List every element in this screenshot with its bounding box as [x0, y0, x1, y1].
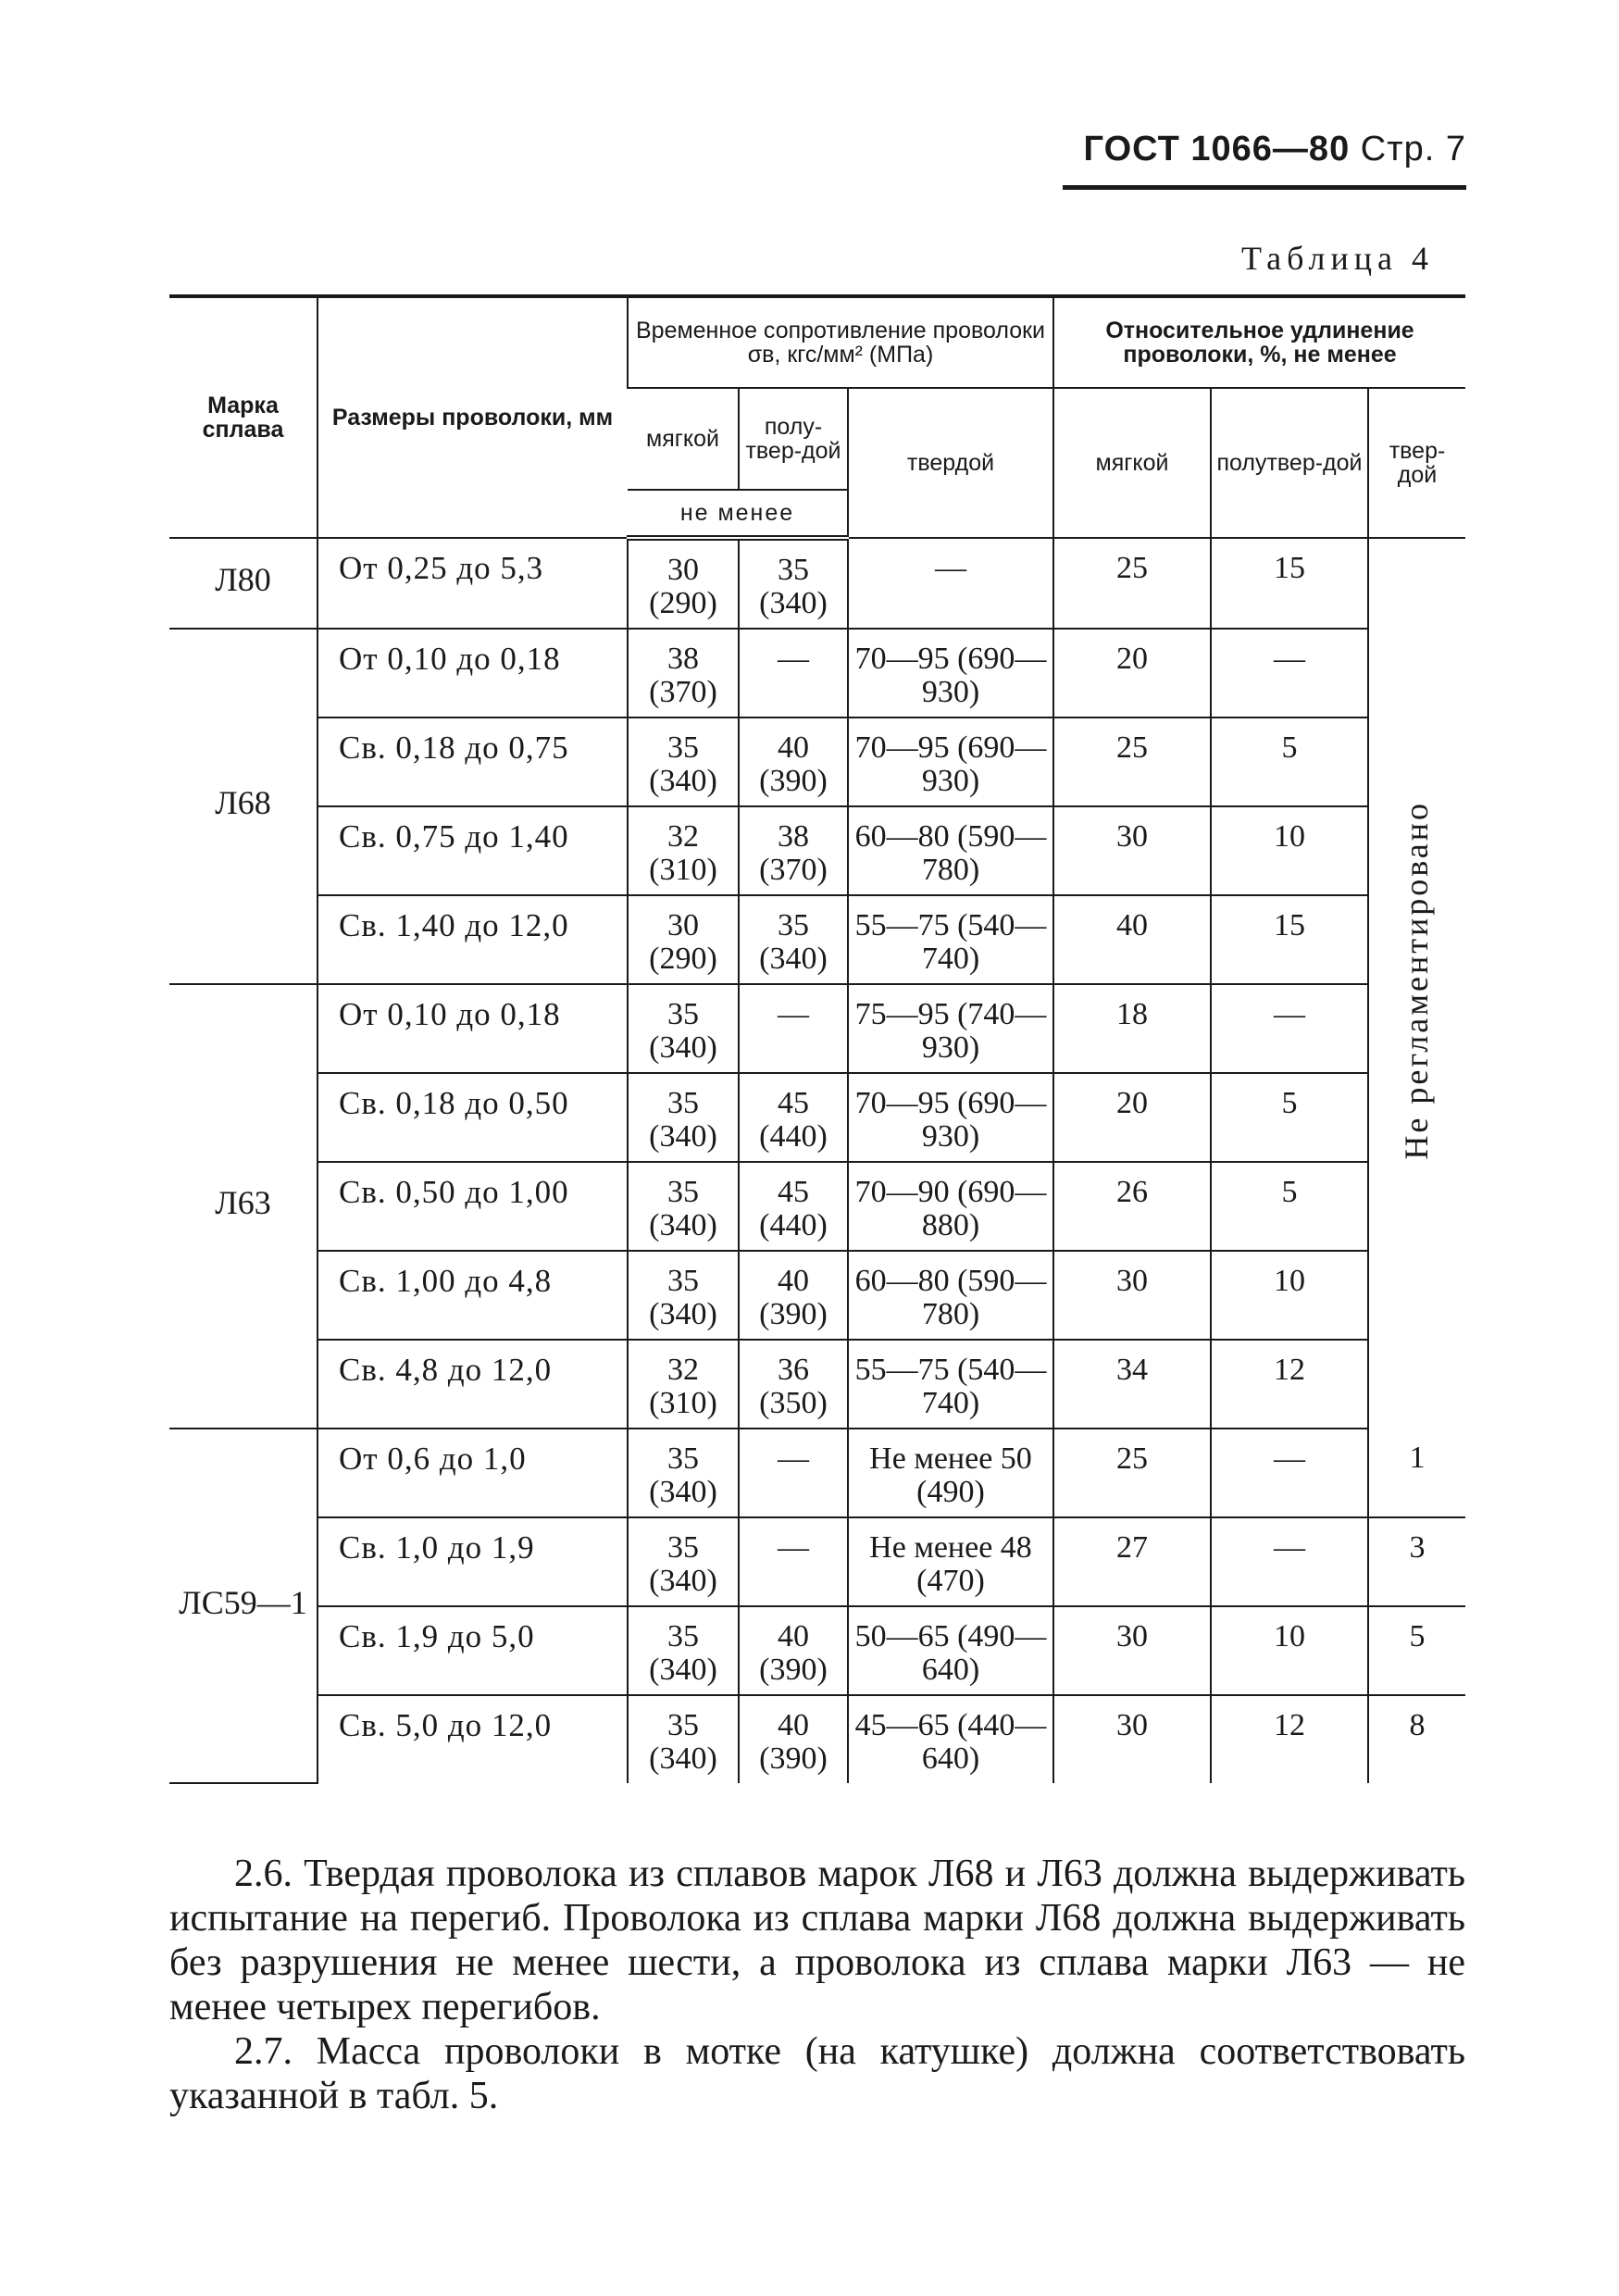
col-tensile-soft: мягкой: [628, 388, 739, 490]
header-rule: [1063, 185, 1466, 190]
not-regulated-text: Не регламентировано: [1398, 800, 1436, 1160]
table-row: [169, 1340, 1465, 1429]
elong-soft-cell: 25: [1053, 1429, 1211, 1517]
elong-soft-cell: 18: [1053, 984, 1211, 1073]
hard-cell: 60—80 (590—780): [848, 1251, 1053, 1340]
page-header: [1084, 130, 1466, 169]
body-text: [169, 1852, 1465, 2118]
soft-cell: 35 (340): [628, 1517, 739, 1606]
col-elongation-group: Относительное удлинение проволоки, %, не менее: [1053, 296, 1465, 388]
hard-cell: 75—95 (740—930): [848, 984, 1053, 1073]
elong-semi-cell: —: [1211, 1517, 1368, 1606]
soft-cell: 32 (310): [628, 1340, 739, 1429]
table-caption: Таблица 4: [1241, 240, 1434, 277]
hard-cell: 70—95 (690—930): [848, 629, 1053, 718]
table-row: [169, 718, 1465, 806]
elong-soft-cell: 25: [1053, 718, 1211, 806]
hard-cell: 55—75 (540—740): [848, 895, 1053, 984]
table-row: [169, 1695, 1465, 1783]
elong-hard-cell: 3: [1368, 1517, 1465, 1606]
table-row: [169, 1073, 1465, 1162]
elong-semi-cell: 12: [1211, 1340, 1368, 1429]
size-cell: Св. 1,40 до 12,0: [318, 895, 628, 984]
hard-cell: 60—80 (590—780): [848, 806, 1053, 895]
table-row: [169, 629, 1465, 718]
table-row: [169, 806, 1465, 895]
elong-soft-cell: 40: [1053, 895, 1211, 984]
semi-cell: 40 (390): [739, 718, 848, 806]
semi-cell: 35 (340): [739, 895, 848, 984]
elong-soft-cell: 20: [1053, 1073, 1211, 1162]
soft-cell: 35 (340): [628, 984, 739, 1073]
soft-cell: 35 (340): [628, 1606, 739, 1695]
soft-cell: 38 (370): [628, 629, 739, 718]
size-cell: От 0,6 до 1,0: [318, 1429, 628, 1517]
soft-cell: 35 (340): [628, 1251, 739, 1340]
hard-cell: 45—65 (440—640): [848, 1695, 1053, 1783]
elong-semi-cell: 5: [1211, 1162, 1368, 1251]
size-cell: Св. 5,0 до 12,0: [318, 1695, 628, 1783]
table-row: [169, 895, 1465, 984]
hard-cell: 50—65 (490—640): [848, 1606, 1053, 1695]
paragraph-2-6: 2.6. Твердая проволока из сплавов марок Л68 и Л63 должна выдерживать испытание на перегиб. Проволока из сплава марки Л68 должна выдерживать без разрушения не менее шести, а проволока из сплава марки Л63 — не менее четырех перегибов.: [169, 1853, 1465, 2028]
col-tensile-group: Временное сопротивление проволоки σв, кгс/мм² (МПа): [628, 296, 1053, 388]
col-tensile-semi-hard: полу-твер-дой: [739, 388, 848, 490]
table-row: [169, 538, 1465, 629]
soft-cell: 35 (340): [628, 1695, 739, 1783]
col-elong-semi-hard: полутвер-дой: [1211, 388, 1368, 538]
elong-semi-cell: 10: [1211, 1606, 1368, 1695]
size-cell: Св. 0,75 до 1,40: [318, 806, 628, 895]
elong-soft-cell: 27: [1053, 1517, 1211, 1606]
page-number: Стр. 7: [1360, 130, 1466, 168]
size-cell: Св. 0,50 до 1,00: [318, 1162, 628, 1251]
grade-cell: Л80: [169, 538, 318, 629]
semi-cell: —: [739, 1429, 848, 1517]
elong-semi-cell: 10: [1211, 806, 1368, 895]
soft-cell: 35 (340): [628, 1162, 739, 1251]
hard-cell: 70—90 (690—880): [848, 1162, 1053, 1251]
size-cell: От 0,10 до 0,18: [318, 629, 628, 718]
semi-cell: 35 (340): [739, 538, 848, 629]
semi-cell: 38 (370): [739, 806, 848, 895]
table-row: [169, 1606, 1465, 1695]
table-row: [169, 1162, 1465, 1251]
semi-cell: —: [739, 984, 848, 1073]
semi-cell: 45 (440): [739, 1073, 848, 1162]
elong-soft-cell: 25: [1053, 538, 1211, 629]
size-cell: Св. 0,18 до 0,50: [318, 1073, 628, 1162]
standard-number: ГОСТ 1066—80: [1083, 130, 1351, 168]
table-row: [169, 984, 1465, 1073]
elong-soft-cell: 30: [1053, 1251, 1211, 1340]
elong-soft-cell: 34: [1053, 1340, 1211, 1429]
elong-soft-cell: 30: [1053, 806, 1211, 895]
size-cell: От 0,25 до 5,3: [318, 538, 628, 629]
elong-semi-cell: 12: [1211, 1695, 1368, 1783]
hard-cell: Не менее 50 (490): [848, 1429, 1053, 1517]
soft-cell: 35 (340): [628, 1429, 739, 1517]
elong-semi-cell: —: [1211, 984, 1368, 1073]
elong-semi-cell: 10: [1211, 1251, 1368, 1340]
grade-cell: Л68: [169, 629, 318, 984]
elong-hard-cell: 1: [1368, 1429, 1465, 1517]
semi-cell: 40 (390): [739, 1251, 848, 1340]
semi-cell: —: [739, 629, 848, 718]
col-elong-hard: твер-дой: [1368, 388, 1465, 538]
size-cell: От 0,10 до 0,18: [318, 984, 628, 1073]
semi-cell: 45 (440): [739, 1162, 848, 1251]
table-row: [169, 1517, 1465, 1606]
elong-hard-cell: 5: [1368, 1606, 1465, 1695]
hard-cell: 70—95 (690—930): [848, 718, 1053, 806]
table-row: [169, 1251, 1465, 1340]
col-size: Размеры проволоки, мм: [318, 296, 628, 538]
elong-semi-cell: 15: [1211, 538, 1368, 629]
size-cell: Св. 1,0 до 1,9: [318, 1517, 628, 1606]
hard-cell: —: [848, 538, 1053, 629]
soft-cell: 32 (310): [628, 806, 739, 895]
semi-cell: —: [739, 1517, 848, 1606]
col-grade: Марка сплава: [169, 296, 318, 538]
elong-semi-cell: —: [1211, 629, 1368, 718]
col-tensile-hard: твердой: [848, 388, 1053, 538]
table-row: [169, 1429, 1465, 1517]
soft-cell: 35 (340): [628, 1073, 739, 1162]
elong-soft-cell: 30: [1053, 1606, 1211, 1695]
elong-soft-cell: 26: [1053, 1162, 1211, 1251]
elong-semi-cell: 15: [1211, 895, 1368, 984]
elong-soft-cell: 20: [1053, 629, 1211, 718]
elong-hard-cell: 8: [1368, 1695, 1465, 1783]
hard-cell: Не менее 48 (470): [848, 1517, 1053, 1606]
col-elong-soft: мягкой: [1053, 388, 1211, 538]
elong-semi-cell: —: [1211, 1429, 1368, 1517]
soft-cell: 30 (290): [628, 895, 739, 984]
not-regulated-cell: [1368, 538, 1465, 1429]
hard-cell: 70—95 (690—930): [848, 1073, 1053, 1162]
elong-semi-cell: 5: [1211, 718, 1368, 806]
size-cell: Св. 0,18 до 0,75: [318, 718, 628, 806]
size-cell: Св. 4,8 до 12,0: [318, 1340, 628, 1429]
semi-cell: 36 (350): [739, 1340, 848, 1429]
alloy-properties-table: [169, 294, 1465, 1784]
semi-cell: 40 (390): [739, 1695, 848, 1783]
elong-semi-cell: 5: [1211, 1073, 1368, 1162]
size-cell: Св. 1,9 до 5,0: [318, 1606, 628, 1695]
grade-cell: ЛС59—1: [169, 1429, 318, 1783]
col-not-less: не менее: [628, 490, 848, 538]
soft-cell: 30 (290): [628, 538, 739, 629]
elong-soft-cell: 30: [1053, 1695, 1211, 1783]
hard-cell: 55—75 (540—740): [848, 1340, 1053, 1429]
soft-cell: 35 (340): [628, 718, 739, 806]
grade-cell: Л63: [169, 984, 318, 1429]
semi-cell: 40 (390): [739, 1606, 848, 1695]
size-cell: Св. 1,00 до 4,8: [318, 1251, 628, 1340]
paragraph-2-7: 2.7. Масса проволоки в мотке (на катушке) должна соответствовать указанной в табл. 5.: [169, 2030, 1465, 2117]
